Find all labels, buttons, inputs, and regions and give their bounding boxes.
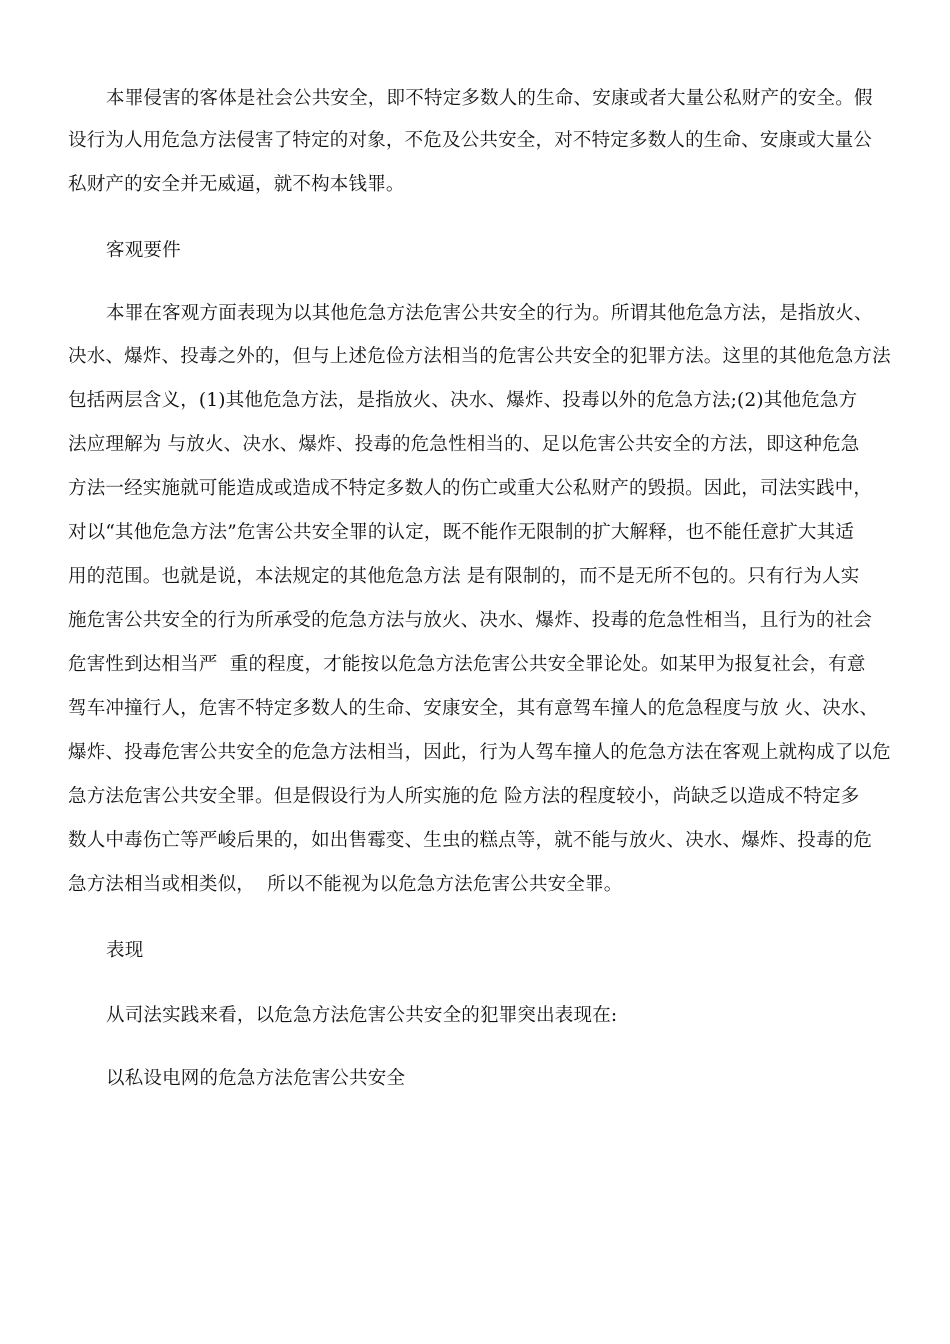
heading-objective-elements: 客观要件 (106, 240, 181, 261)
para1-line-1: 本罪侵害的客体是社会公共安全，即不特定多数人的生命、安康或者大量公私财产的安全。假 (106, 88, 873, 109)
para2-line-2: 决水、爆炸、投毒之外的，但与上述危俭方法相当的危害公共安全的犯罪方法。这里的其他危急方法 (68, 346, 891, 367)
heading-manifestations: 表现 (106, 940, 144, 961)
para2-line-8: 施危害公共安全的行为所承受的危急方法与放火、决水、爆炸、投毒的危急性相当，且行为的社会 (68, 610, 873, 631)
para2-line-13: 数人中毒伤亡等严峻后果的，如出售霉变、生虫的糕点等，就不能与放火、决水、爆炸、投毒的危 (68, 830, 873, 851)
para2-line-11: 爆炸、投毒危害公共安全的危急方法相当，因此，行为人驾车撞人的危急方法在客观上就构成了以危 (68, 742, 891, 763)
para2-line-10: 驾车冲撞行人，危害不特定多数人的生命、安康安全，其有意驾车撞人的危急程度与放 火、决水、 (68, 698, 879, 719)
para2-line-9: 危害性到达相当严 重的程度，才能按以危急方法危害公共安全罪论处。如某甲为报复社会，有意 (68, 654, 866, 675)
para2-line-1: 本罪在客观方面表现为以其他危急方法危害公共安全的行为。所谓其他危急方法，是指放火、 (106, 303, 873, 324)
para1-line-3: 私财产的安全并无威逼，就不构本钱罪。 (68, 174, 405, 195)
para2-line-6: 对以“其他危急方法”危害公共安全罪的认定，既不能作无限制的扩大解释，也不能任意扩大其适 (68, 522, 855, 543)
para2-line-14: 急方法相当或相类似， 所以不能视为以危急方法危害公共安全罪。 (68, 874, 623, 895)
para2-line-4: 法应理解为 与放火、决水、爆炸、投毒的危急性相当的、足以危害公共安全的方法，即这种危急 (68, 434, 860, 455)
para1-line-2: 设行为人用危急方法侵害了特定的对象，不危及公共安全，对不特定多数人的生命、安康或大量公 (68, 130, 873, 151)
para2-line-7: 用的范围。也就是说，本法规定的其他危急方法 是有限制的，而不是无所不包的。只有行为人实 (68, 566, 860, 587)
para2-line-3: 包括两层含义，(1)其他危急方法，是指放火、决水、爆炸、投毒以外的危急方法;(2)其他危急方 (68, 390, 858, 411)
para3-line: 从司法实践来看，以危急方法危害公共安全的犯罪突出表现在: (106, 1005, 618, 1026)
para2-line-12: 急方法危害公共安全罪。但是假设行为人所实施的危 险方法的程度较小，尚缺乏以造成不特定多 (68, 786, 860, 807)
para4-line: 以私设电网的危急方法危害公共安全 (106, 1068, 406, 1089)
para2-line-5: 方法一经实施就可能造成或造成不特定多数人的伤亡或重大公私财产的毁损。因此，司法实践中， (68, 478, 873, 499)
